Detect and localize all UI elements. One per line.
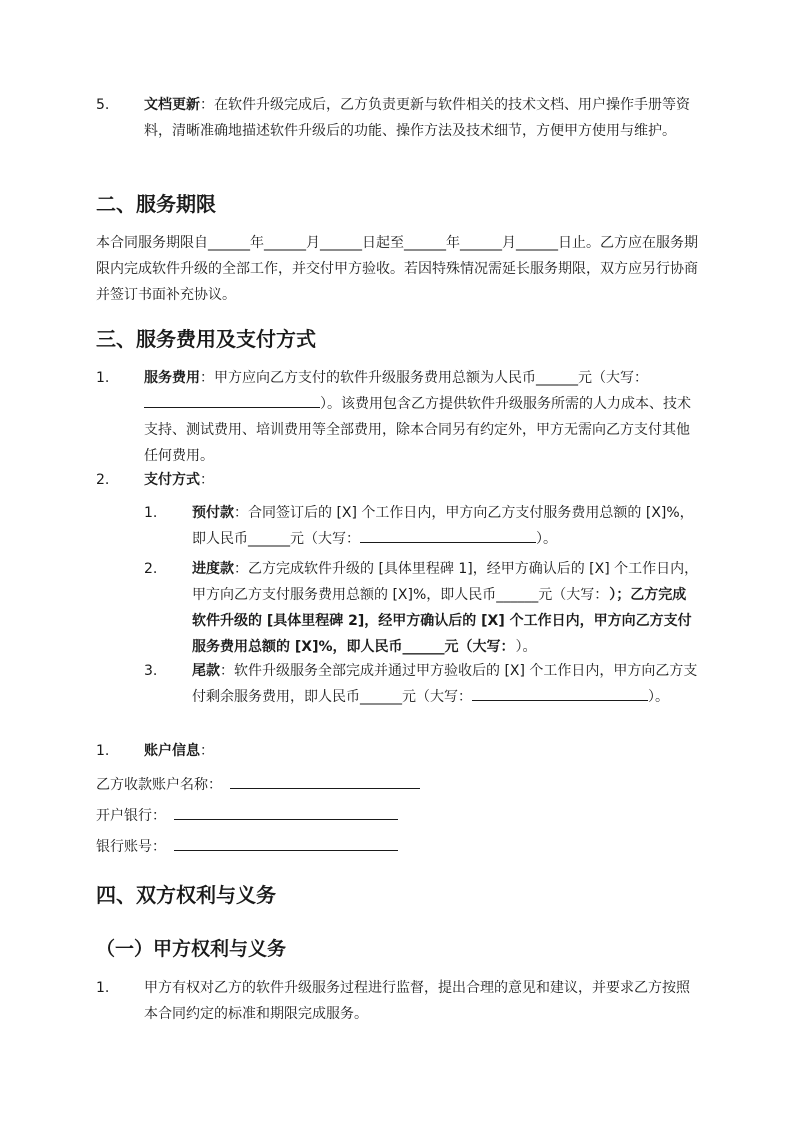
clause-title: 支付方式 — [144, 472, 200, 488]
account-number-row — [96, 834, 398, 860]
section-heading-service-period: 二、服务期限 — [96, 192, 216, 216]
clause-text: 甲方有权对乙方的软件升级服务过程进行监督，提出合理的意见和建议，并要求乙方按照本合同约定的标准和期限完成服务。 — [144, 980, 690, 1022]
subclause-title: 尾款 — [192, 663, 220, 679]
clause-title: 文档更新 — [144, 97, 200, 113]
clause-account-info: 1. 账户信息： — [96, 738, 706, 764]
bank-blank[interactable] — [174, 803, 398, 820]
amount-in-words-blank — [144, 392, 320, 408]
clause-number: 1. — [96, 370, 110, 386]
subsection-heading-party-a: （一）甲方权利与义务 — [96, 938, 287, 960]
clause-text: 在软件升级完成后，乙方负责更新与软件相关的技术文档、用户操作手册等资料，清晰准确地描述软件升级后的功能、操作方法及技术细节，方便甲方使用与维护。 — [144, 97, 690, 139]
clause-number: 1. — [96, 980, 110, 996]
section-heading-fees-payment: 三、服务费用及支付方式 — [96, 327, 316, 351]
clause-service-fee — [96, 365, 706, 469]
section-heading-rights-obligations: 四、双方权利与义务 — [96, 883, 276, 907]
bank-row — [96, 803, 398, 829]
amount-in-words-blank — [472, 685, 648, 701]
account-name-label: 乙方收款账户名称： — [96, 777, 222, 793]
clause-payment-method: 2. 支付方式： — [96, 467, 706, 493]
clause-body: 服务费用：甲方应向乙方支付的软件升级服务费用总额为人民币______元（大写：）。该费用包含乙方提供软件升级服务所需的人力成本、技术支持、测试费用、培训费用等全部费用，除本合同另有约定外，甲方无需向乙方支付其他任何费用。 — [144, 370, 691, 464]
subclause-progress-payment: 2. 进度款：乙方完成软件升级的 [具体里程碑 1]，经甲方确认后的 [X] 个工作日内，甲方向乙方支付服务费用总额的 [X]%，即人民币______元（大写：）；乙方完成软件升级的 [具体里程碑 2]，经甲方确认后的 [X] 个工作日内，甲方向乙方支付服务费用总额的 [X]%，即人民币______元（大写：）。 — [144, 556, 704, 660]
clause-number: 2. — [96, 472, 110, 488]
subclause-title: 进度款 — [192, 561, 234, 577]
clause-title: 账户信息 — [144, 743, 200, 759]
account-name-row — [96, 772, 420, 798]
account-number-blank[interactable] — [174, 834, 398, 851]
subclause-number: 3. — [144, 663, 158, 679]
subclause-number: 1. — [144, 505, 158, 521]
clause-5-document-update — [96, 92, 706, 144]
account-name-blank[interactable] — [230, 772, 420, 789]
subclause-final-payment: 3. 尾款：软件升级服务全部完成并通过甲方验收后的 [X] 个工作日内，甲方向乙方支付剩余服务费用，即人民币______元（大写： ）。 — [144, 658, 704, 710]
clause-body: 文档更新：在软件升级完成后，乙方负责更新与软件相关的技术文档、用户操作手册等资料，清晰准确地描述软件升级后的功能、操作方法及技术细节，方便甲方使用与维护。 — [144, 97, 690, 139]
clause-number: 5. — [96, 97, 110, 113]
clause-party-a-right-1 — [96, 975, 706, 1027]
account-number-label: 银行账号： — [96, 839, 166, 855]
clause-number: 1. — [96, 743, 110, 759]
subclause-advance-payment: 1. 预付款：合同签订后的 [X] 个工作日内，甲方向乙方支付服务费用总额的 [X]%，即人民币______元（大写： ）。 — [144, 500, 704, 552]
clause-title: 服务费用 — [144, 370, 200, 386]
bank-label: 开户银行： — [96, 808, 166, 824]
subclause-number: 2. — [144, 561, 158, 577]
amount-in-words-blank — [360, 527, 536, 543]
service-period-text: 本合同服务期限自______年______月______日起至______年______月______日止。乙方应在服务期限内完成软件升级的全部工作，并交付甲方验收。若因特殊情况需延长服务期限，双方应另行协商并签订书面补充协议。 — [96, 235, 698, 303]
subclause-title: 预付款 — [192, 505, 234, 521]
